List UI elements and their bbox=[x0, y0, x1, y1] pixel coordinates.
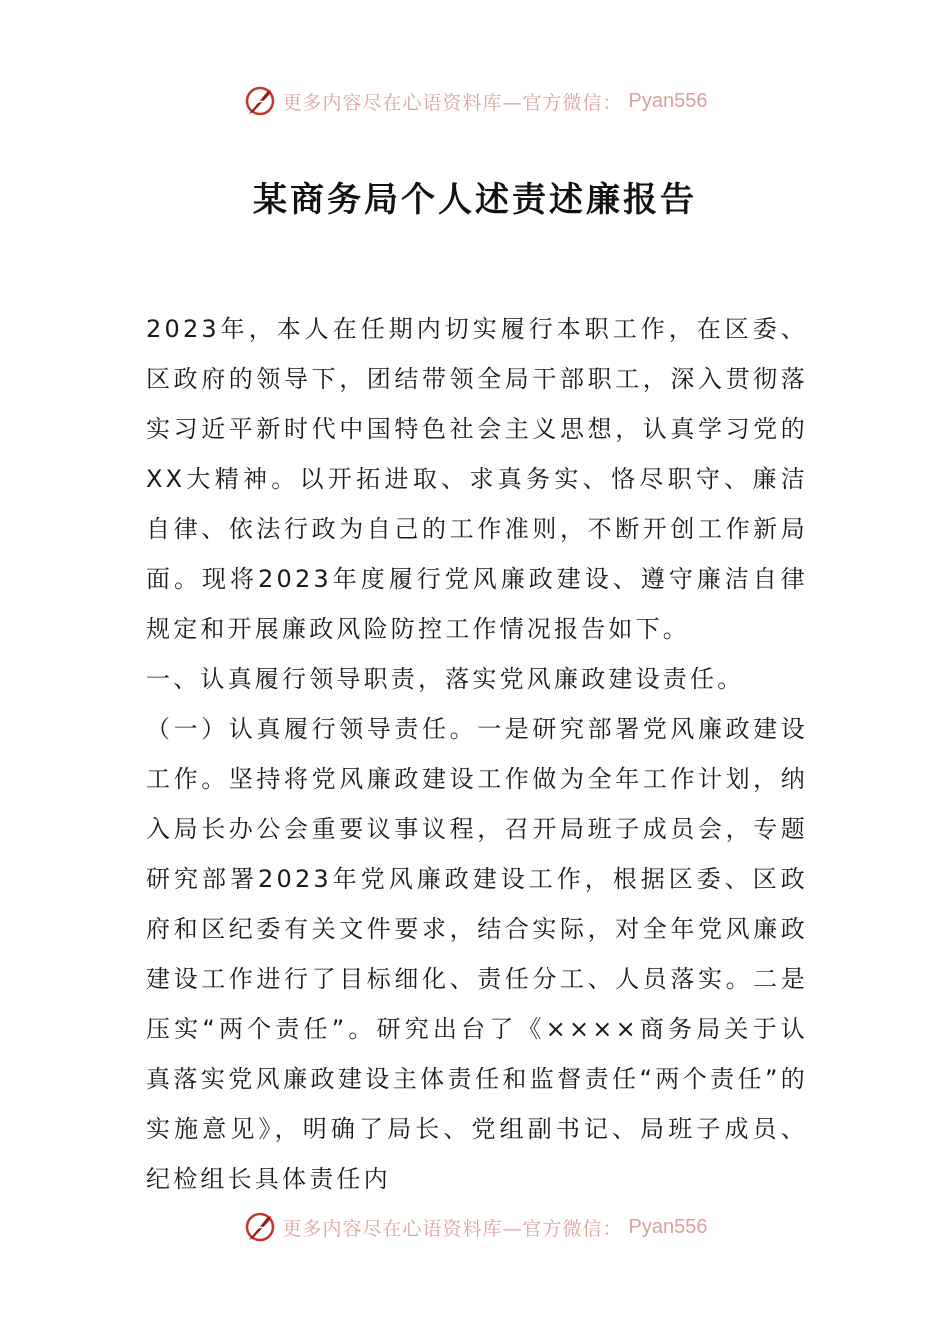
subsection-paragraph-1: （一）认真履行领导责任。一是研究部署党风廉政建设工作。坚持将党风廉政建设工作做为全年工作计划，纳入局长办公会重要议事议程，召开局班子成员会，专题研究部署2023年党风廉政建设工作，根据区委、区政府和区纪委有关文件要求，结合实际，对全年党风廉政建设工作进行了目标细化、责任分工、人员落实。二是压实“两个责任”。研究出台了《××××商务局关于认真落实党风廉政建设主体责任和监督责任“两个责任”的实施意见》，明确了局长、党组副书记、局班子成员、纪检组长具体责任内 bbox=[146, 715, 808, 1193]
document-title: 某商务局个人述责述廉报告 bbox=[253, 180, 697, 220]
watermark-wechat-id: Pyan556 bbox=[628, 1215, 708, 1238]
watermark-text: 更多内容尽在心语资料库—官方微信： bbox=[282, 1217, 623, 1240]
watermark-wechat-id: Pyan556 bbox=[628, 89, 708, 112]
watermark-text: 更多内容尽在心语资料库—官方微信： bbox=[282, 91, 623, 114]
quill-logo-icon bbox=[243, 84, 277, 118]
section-heading-1: 一、认真履行领导职责，落实党风廉政建设责任。 bbox=[146, 665, 745, 693]
footer-watermark bbox=[0, 1210, 950, 1244]
quill-logo-icon bbox=[243, 1210, 277, 1244]
document-body bbox=[146, 304, 808, 1204]
intro-paragraph: 2023年，本人在任期内切实履行本职工作，在区委、区政府的领导下，团结带领全局干部职工，深入贯彻落实习近平新时代中国特色社会主义思想，认真学习党的XX大精神。以开拓进取、求真务实、恪尽职守、廉洁自律、依法行政为自己的工作准则，不断开创工作新局面。现将2023年度履行党风廉政建设、遵守廉洁自律规定和开展廉政风险防控工作情况报告如下。 bbox=[146, 315, 808, 643]
header-watermark bbox=[0, 84, 950, 118]
